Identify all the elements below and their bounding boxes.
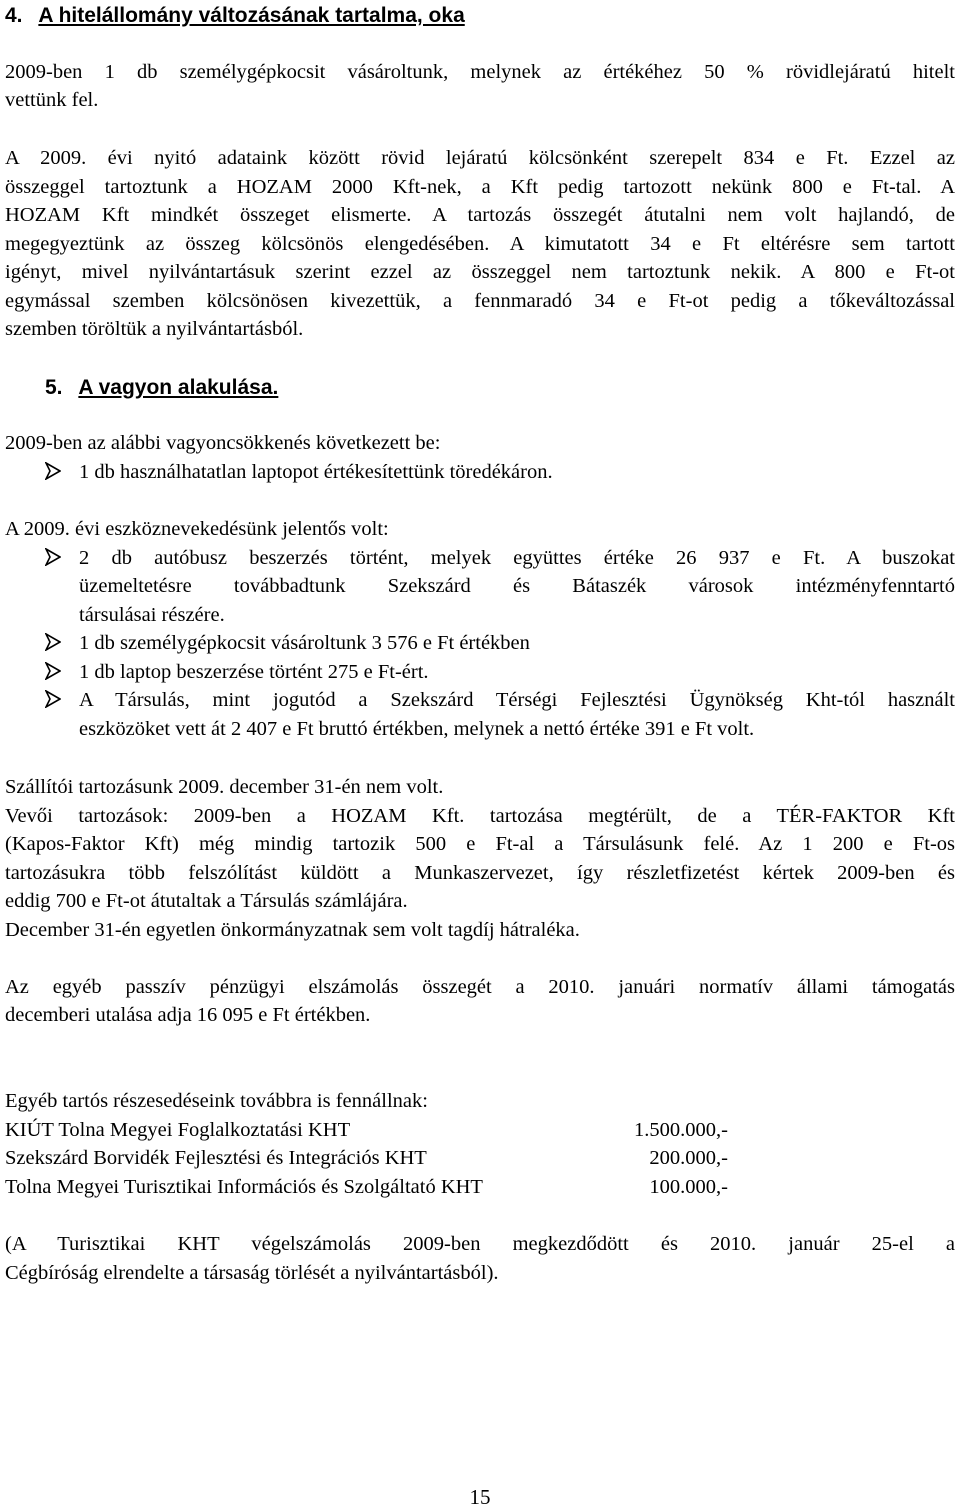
section-5-number: 5. [45, 376, 63, 399]
s4-p2-line-3: HOZAM Kft mindkét összeget elismerte. A tartozás összegét átutalni nem volt hajlandó, de [5, 204, 955, 226]
arrow-bullet-icon [45, 462, 50, 480]
note-line-2: Cégbíróság elrendelte a társaság törlését a nyilvántartásból). [5, 1262, 499, 1284]
s4-p2-line-1: A 2009. évi nyitó adataink között rövid lejáratú kölcsönként szerepelt 834 e Ft. Ezzel az [5, 147, 955, 169]
customers-line-3: tartozásukra több felszólítást küldött a Munkaszervezet, így részletfizetést kértek 2009-ben és [5, 862, 955, 884]
increase-item-1-line-2: üzemeltetésre továbbadtunk Szekszárd és Bátaszék városok intézményfenntartó [79, 575, 955, 597]
s4-p2-line-7: szemben töröltük a nyilvántartásból. [5, 318, 304, 340]
holding-row [5, 1148, 427, 1169]
section-5-heading [45, 377, 278, 398]
page-number: 15 [469, 1485, 491, 1509]
decrease-intro: 2009-ben az alábbi vagyoncsökkenés következett be: [5, 432, 441, 454]
holding-name: Szekszárd Borvidék Fejlesztési és Integrációs KHT [5, 1147, 427, 1169]
section-5-title: A vagyon alakulása. [78, 376, 279, 399]
increase-item-4-line-1: A Társulás, mint jogutód a Szekszárd Térségi Fejlesztési Ügynökség Kht-tól használt [79, 689, 955, 711]
customers-line-4: eddig 700 e Ft-ot átutaltak a Társulás számlájára. [5, 890, 408, 912]
increase-item-2: 1 db személygépkocsit vásároltunk 3 576 e Ft értékben [79, 632, 530, 654]
section-4-number: 4. [5, 4, 23, 27]
increase-item-3: 1 db laptop beszerzése történt 275 e Ft-ért. [79, 661, 429, 683]
s4-p1-line-2: vettünk fel. [5, 89, 99, 111]
s4-p2-line-5: igényt, mivel nyilvántartásuk szerint ezzel az összeggel nem tartoztunk nekik. A 800 e Ft-ot [5, 261, 955, 283]
arrow-bullet-icon [45, 633, 50, 651]
holding-amount: 100.000,- [649, 1176, 728, 1198]
holdings-intro: Egyéb tartós részesedéseink továbbra is fennállnak: [5, 1090, 428, 1112]
increase-intro: A 2009. évi eszköznevekedésünk jelentős volt: [5, 518, 389, 540]
membership-text: December 31-én egyetlen önkormányzatnak sem volt tagdíj hátraléka. [5, 919, 580, 941]
arrow-bullet-icon [45, 690, 50, 708]
arrow-bullet-icon [45, 548, 50, 566]
suppliers-text: Szállítói tartozásunk 2009. december 31-én nem volt. [5, 776, 444, 798]
section-4-heading [5, 5, 465, 26]
s4-p1-line-1: 2009-ben 1 db személygépkocsit vásároltunk, melynek az értékéhez 50 % rövidlejáratú hitelt [5, 61, 955, 83]
holding-name: KIÚT Tolna Megyei Foglalkoztatási KHT [5, 1119, 351, 1141]
holding-row [5, 1177, 483, 1198]
customers-line-2: (Kapos-Faktor Kft) még mindig tartozik 500 e Ft-al a Társulásunk felé. Az 1 200 e Ft-os [5, 833, 955, 855]
passive-line-2: decemberi utalása adja 16 095 e Ft értékben. [5, 1004, 371, 1026]
increase-item-1-line-3: társulásai részére. [79, 604, 225, 626]
arrow-bullet-icon [45, 662, 50, 680]
s4-p2-line-2: összeggel tartoztunk a HOZAM 2000 Kft-nek, a Kft pedig tartozott nekünk 800 e Ft-tal. A [5, 176, 955, 198]
note-line-1: (A Turisztikai KHT végelszámolás 2009-ben megkezdődött és 2010. január 25-el a [5, 1233, 955, 1255]
passive-line-1: Az egyéb passzív pénzügyi elszámolás összegét a 2010. januári normatív állami támogatás [5, 976, 955, 998]
increase-item-1-line-1: 2 db autóbusz beszerzés történt, melyek együttes értéke 26 937 e Ft. A buszokat [79, 547, 955, 569]
holding-name: Tolna Megyei Turisztikai Információs és Szolgáltató KHT [5, 1176, 483, 1198]
holding-row [5, 1120, 350, 1141]
holding-amount: 1.500.000,- [634, 1119, 728, 1141]
s4-p2-line-6: egymással szemben kölcsönösen kivezettük, a fennmaradó 34 e Ft-ot pedig a tőkeváltozással [5, 290, 955, 312]
s4-p2-line-4: megegyeztünk az összeg kölcsönös elengedésében. A kimutatott 34 e Ft eltérésre sem tartott [5, 233, 955, 255]
increase-item-4-line-2: eszközöket vett át 2 407 e Ft bruttó értékben, melynek a nettó értéke 391 e Ft volt. [79, 718, 755, 740]
decrease-item-1: 1 db használhatatlan laptopot értékesítettünk töredékáron. [79, 461, 553, 483]
customers-line-1: Vevői tartozások: 2009-ben a HOZAM Kft. tartozása megtérült, de a TÉR-FAKTOR Kft [5, 805, 955, 827]
section-4-title: A hitelállomány változásának tartalma, oka [38, 4, 465, 27]
holding-amount: 200.000,- [649, 1147, 728, 1169]
